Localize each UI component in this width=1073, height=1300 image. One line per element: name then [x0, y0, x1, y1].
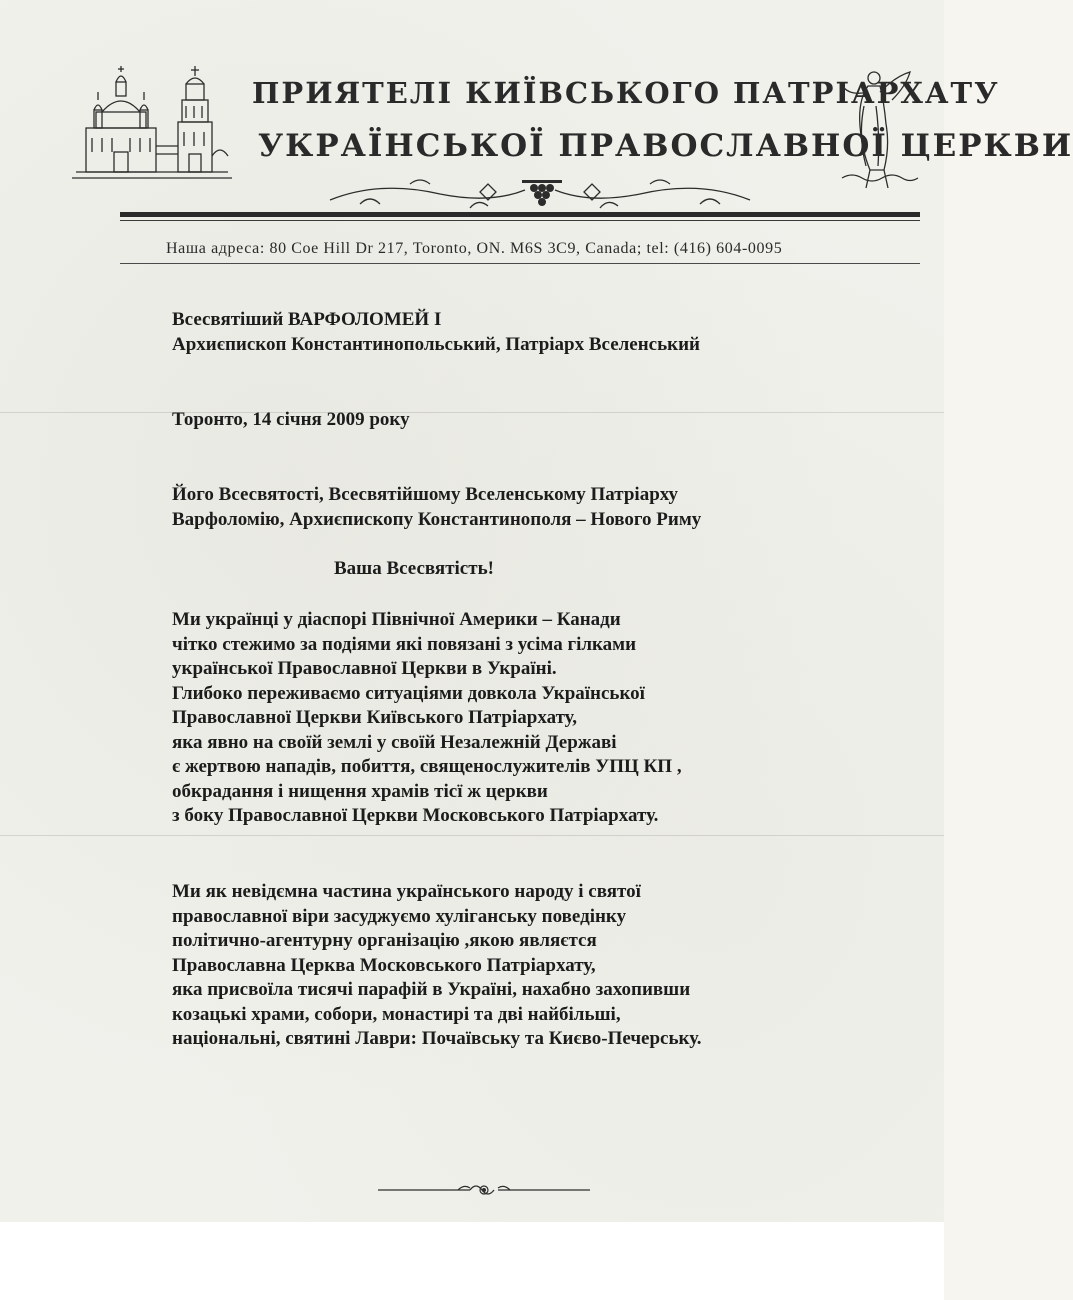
- address-block: [172, 483, 701, 532]
- address-line: Наша адреса: 80 Coe Hill Dr 217, Toronto, ON. M6S 3C9, Canada; tel: (416) 604-0095: [166, 240, 783, 257]
- paragraph-line: є жертвою нападів, побиття, священослужителів УПЦ КП ,: [172, 756, 682, 777]
- paragraph-line: з боку Православної Церкви Московського Патріархату.: [172, 805, 659, 826]
- recipient-name: Всесвятіший ВАРФОЛОМЕЙ І: [172, 309, 442, 330]
- paragraph-line: яка явно на своїй землі у своїй Незалежній Державі: [172, 731, 617, 753]
- date-line: Торонто, 14 січня 2009 року: [172, 409, 410, 430]
- footer-ornament-icon: [378, 1178, 590, 1200]
- paragraph-line: Православної Церкви Київського Патріархату,: [172, 707, 578, 728]
- paragraph-1: [172, 608, 682, 829]
- paragraph-line: української Православної Церкви в Україні.: [172, 658, 557, 679]
- salutation: Ваша Всесвятість!: [334, 558, 494, 579]
- paragraph-line: політично-агентурну організацію ,якою являєтся: [172, 930, 597, 951]
- grape-ornament-icon: [320, 168, 760, 218]
- church-icon: [72, 66, 232, 182]
- paragraph-2: [172, 880, 702, 1052]
- header-rule-thin: [120, 220, 920, 221]
- fold-line: [0, 835, 944, 836]
- address-block-line: Варфоломію, Архиєпископу Константинополя – Нового Риму: [172, 508, 702, 530]
- paragraph-line: чітко стежимо за подіями які повязані з усіма гілками: [172, 633, 637, 655]
- fold-line: [0, 412, 944, 413]
- paragraph-line: яка присвоїла тисячі парафій в Україні, нахабно захопивши: [172, 979, 691, 1000]
- recipient-title: Архиєпископ Константинопольський, Патріарх Вселенський: [172, 333, 700, 355]
- paragraph-line: Ми українці у діаспорі Північної Америки – Канади: [172, 609, 621, 630]
- paragraph-line: національні, святині Лаври: Почаївську та Києво-Печерську.: [172, 1028, 702, 1049]
- paragraph-line: козацькі храми, собори, монастирі та дві найбільші,: [172, 1003, 621, 1025]
- paragraph-line: Ми як невідємна частина українського народу і святої: [172, 881, 641, 902]
- scan-margin: [0, 1222, 944, 1300]
- paragraph-line: Глибоко переживаємо ситуаціями довкола Української: [172, 682, 645, 704]
- org-title-line2: УКРАЇНСЬКОЇ ПРАВОСЛАВНОЇ ЦЕРКВИ: [258, 128, 1073, 164]
- org-title-line1: ПРИЯТЕЛІ КИЇВСЬКОГО ПАТРІАРХАТУ: [252, 76, 1000, 110]
- address-block-line: Його Всесвятості, Всесвятійшому Вселенському Патріарху: [172, 484, 679, 505]
- address-rule: [120, 263, 920, 264]
- recipient-block: [172, 308, 700, 357]
- angel-icon: [840, 66, 920, 191]
- paragraph-line: Православна Церква Московського Патріархату,: [172, 954, 596, 976]
- paragraph-line: православної віри засуджуємо хуліганську поведінку: [172, 905, 627, 927]
- paragraph-line: обкрадання і нищення храмів тісї ж церкви: [172, 780, 548, 802]
- header-rule: [120, 212, 920, 217]
